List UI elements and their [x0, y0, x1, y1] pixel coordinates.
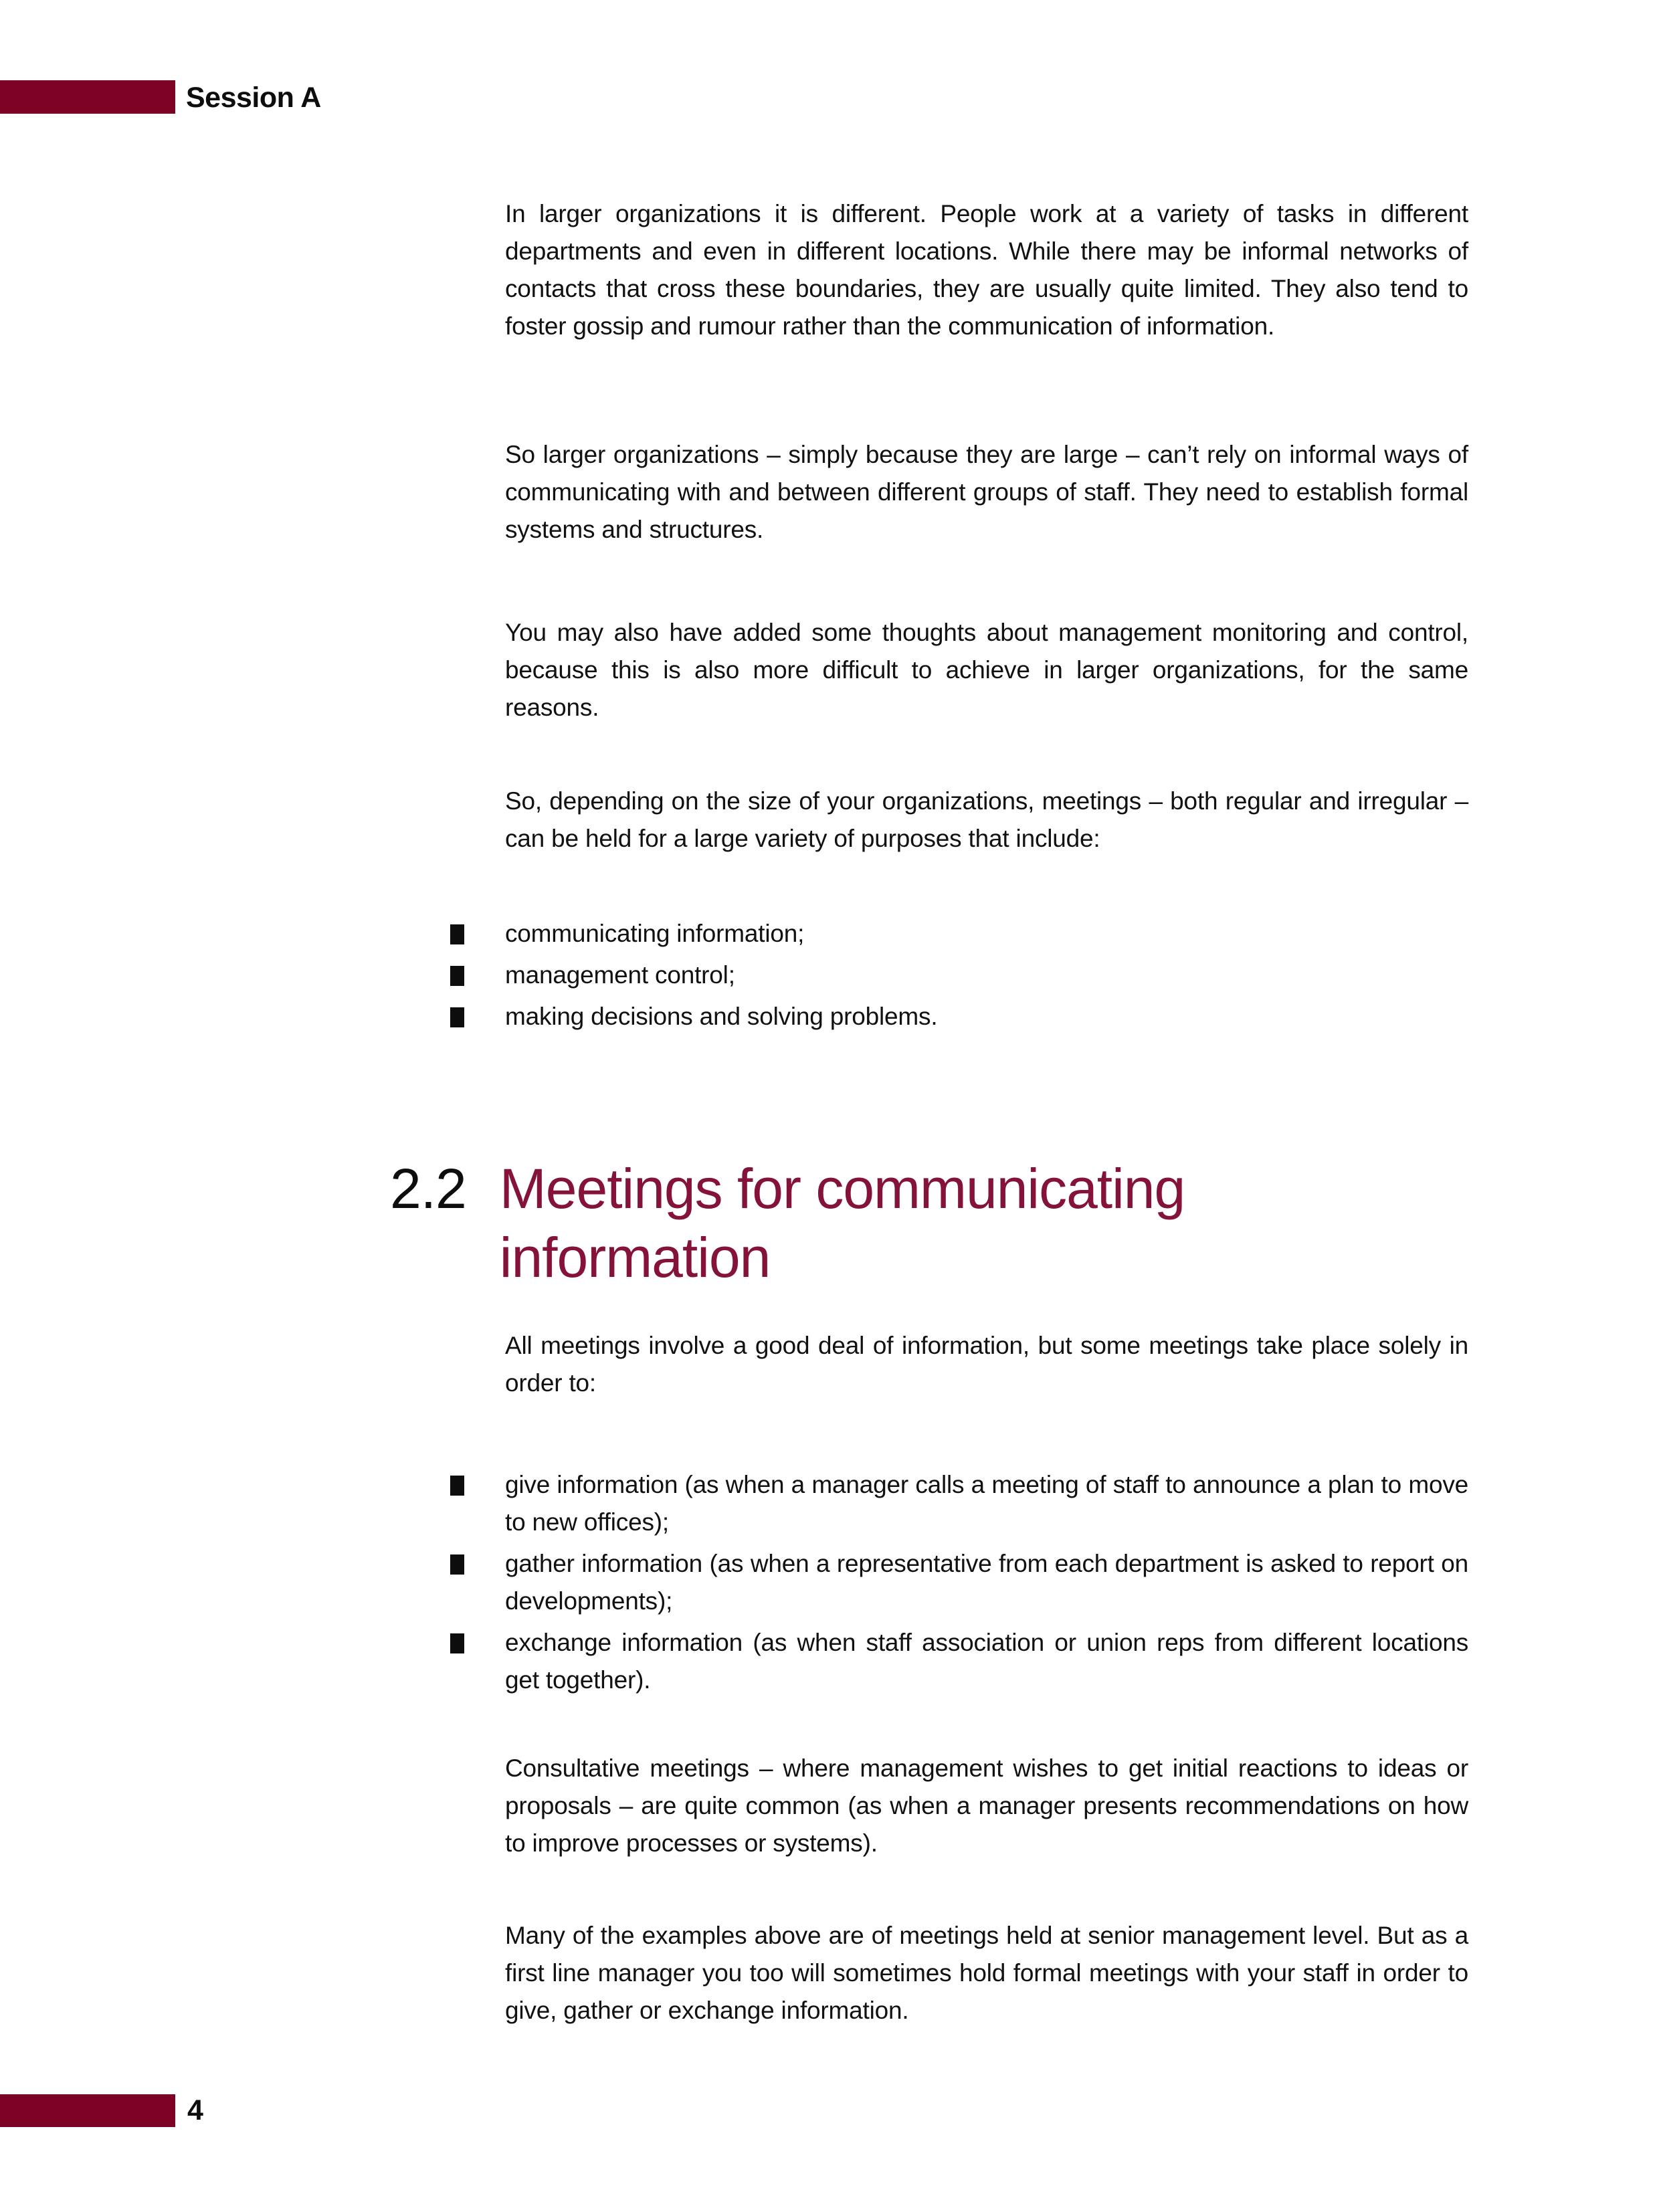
page-number: 4: [187, 2094, 203, 2126]
paragraph-meeting-purposes-intro: So, depending on the size of your organizations, meetings – both regular and irregular – can be held for a large variety of purposes that include:: [505, 787, 1468, 852]
list-item-text: management control;: [505, 961, 735, 989]
purpose-list: [450, 915, 1468, 1039]
paragraph-first-line-manager: Many of the examples above are of meetings held at senior management level. But as a first line manager you too will sometimes hold formal meetings with your staff in order to give, gather or exchange information.: [505, 1922, 1468, 2024]
paragraph-consultative-meetings: Consultative meetings – where management wishes to get initial reactions to ideas or proposals – are quite common (as when a manager presents recommendations on how to improve processes or systems).: [505, 1754, 1468, 1857]
paragraph-larger-organizations: In larger organizations it is different. People work at a variety of tasks in different departments and even in different locations. While there may be informal networks of contacts that cross these boundaries, they are usually quite limited. They also tend to foster gossip and rumour rather than the communication of information.: [505, 200, 1468, 340]
header-accent-bar: [0, 80, 175, 114]
list-item: [450, 957, 1468, 994]
list-item-text: gather information (as when a representative from each department is asked to report on developments);: [505, 1550, 1468, 1615]
paragraph-management-monitoring: You may also have added some thoughts about management monitoring and control, because this is also more difficult to achieve in larger organizations, for the same reasons.: [505, 619, 1468, 721]
page-header: [0, 80, 1659, 114]
list-item: [450, 998, 1468, 1035]
section-title: Meetings for communicating information: [499, 1157, 1185, 1289]
session-label: Session A: [186, 82, 321, 114]
list-item-text: exchange information (as when staff association or union reps from different locations get together).: [505, 1629, 1468, 1694]
list-item-text: communicating information;: [505, 920, 805, 947]
list-item: [450, 915, 1468, 952]
information-list: [450, 1466, 1468, 1703]
paragraph-information-meetings-intro: All meetings involve a good deal of information, but some meetings take place solely in order to:: [505, 1332, 1468, 1397]
square-bullet-icon: [450, 1633, 464, 1653]
footer-accent-bar: [0, 2094, 175, 2127]
square-bullet-icon: [450, 1554, 464, 1575]
page-footer: [0, 2094, 1659, 2128]
square-bullet-icon: [450, 1007, 464, 1027]
list-item-text: give information (as when a manager calls a meeting of staff to announce a plan to move to new offices);: [505, 1471, 1468, 1536]
square-bullet-icon: [450, 924, 464, 944]
square-bullet-icon: [450, 966, 464, 986]
list-item: [450, 1624, 1468, 1699]
section-heading: [390, 1154, 1468, 1292]
list-item: [450, 1466, 1468, 1541]
square-bullet-icon: [450, 1476, 464, 1496]
paragraph-formal-systems: So larger organizations – simply because they are large – can’t rely on informal ways of communicating with and between different groups of staff. They need to establish formal systems and structures.: [505, 441, 1468, 543]
section-number: 2.2: [390, 1157, 466, 1220]
list-item: [450, 1545, 1468, 1620]
list-item-text: making decisions and solving problems.: [505, 1003, 938, 1030]
